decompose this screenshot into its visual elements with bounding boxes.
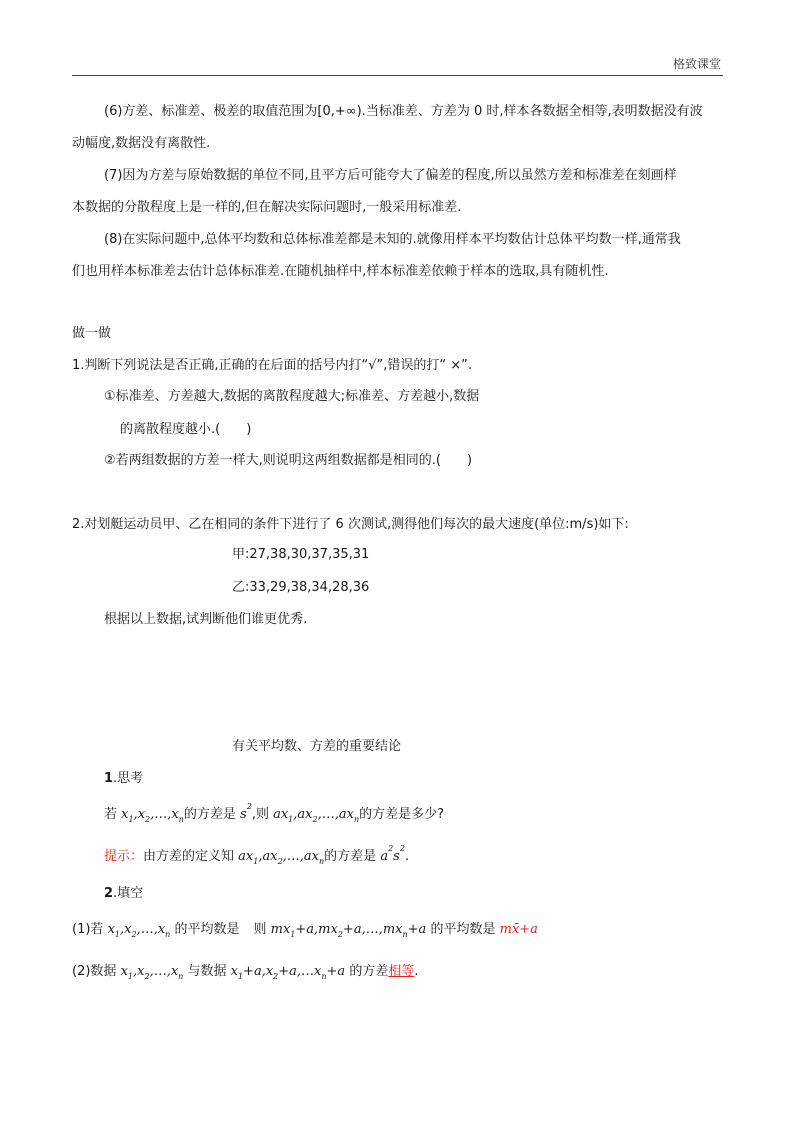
fill-2-period: . xyxy=(414,964,419,979)
hint-label: 提示： xyxy=(104,849,144,864)
formula-x-list-f1: $x_1,x_2,\dots,x_n$ xyxy=(107,922,171,939)
question-1: 1.判断下列说法是否正确,正确的在后面的括号内打“√”,错误的打“ ×”. xyxy=(72,358,473,373)
question-2-ask: 根据以上数据,试判断他们谁更优秀. xyxy=(104,612,308,627)
fill-label: .填空 xyxy=(113,886,144,901)
fill-1-end: 的平均数是 xyxy=(430,922,500,937)
note-7-line2: 本数据的分散程度上是一样的,但在解决实际问题时,一般采用标准差. xyxy=(72,200,462,215)
question-2-yi-data: 乙:33,29,38,34,28,36 xyxy=(232,580,370,595)
question-1-item-1-line2: 的离散程度越小.( ) xyxy=(120,422,252,437)
hint: 提示：由方差的定义知 $ax_1,ax_2,\dots,ax_n$的方差是 $a^2s^2$. xyxy=(104,844,410,866)
note-8-line2: 们也用样本标准差去估计总体标准差.在随机抽样中,样本标准差依赖于样本的选取,具有随机性. xyxy=(72,264,609,279)
fill-1-then: 则 xyxy=(253,922,271,937)
think-question xyxy=(104,802,444,824)
hint-mid: 的方差是 xyxy=(324,849,381,864)
fill-2-prefix: (2)数据 xyxy=(72,964,121,979)
question-2-jia-data: 甲:27,38,30,37,35,31 xyxy=(232,547,370,562)
practice-heading: 做一做 xyxy=(72,326,112,341)
fill-heading xyxy=(104,886,143,902)
formula-a2s2: $a^2s^2$ xyxy=(380,844,405,864)
formula-ax-list-hint: $ax_1,ax_2,\dots,ax_n$ xyxy=(238,849,325,866)
fill-2-end: 的方差 xyxy=(349,964,389,979)
think-q-mid: 的方差是 xyxy=(183,807,241,822)
hint-text: 由方差的定义知 xyxy=(143,849,239,864)
note-6-line2: 动幅度,数据没有离散性. xyxy=(72,136,211,151)
conclusion-title: 有关平均数、方差的重要结论 xyxy=(232,739,402,754)
question-1-item-1-line1: ①标准差、方差越大,数据的离散程度越大;标准差、方差越小,数据 xyxy=(104,389,480,404)
think-number: 1 xyxy=(104,771,114,786)
think-q-prefix: 若 xyxy=(104,807,122,822)
note-8-line1: (8)在实际问题中,总体平均数和总体标准差都是未知的.就像用样本平均数估计总体平均数一样,通常我 xyxy=(104,232,681,247)
fill-item-1 xyxy=(72,922,538,938)
header-rule xyxy=(72,75,723,76)
fill-2-mid: 与数据 xyxy=(187,964,231,979)
question-2: 2.对划艇运动员甲、乙在相同的条件下进行了 6 次测试,测得他们每次的最大速度(单位:m/s)如下: xyxy=(72,517,629,532)
formula-mx-list: $mx_1+a,mx_2+a,\dots,mx_n+a$ xyxy=(270,922,427,939)
fill-1-prefix: (1)若 xyxy=(72,922,108,937)
think-heading xyxy=(104,771,143,787)
formula-x-list-f2: $x_1,x_2,\dots,x_n$ xyxy=(120,964,184,981)
note-6-line1: (6)方差、标准差、极差的取值范围为[0,+∞).当标准差、方差为 0 时,样本各数据全相等,表明数据没有波 xyxy=(104,104,703,119)
note-7-line1: (7)因为方差与原始数据的单位不同,且平方后可能夸大了偏差的程度,所以虽然方差和标准差在刻画样 xyxy=(104,168,677,183)
question-1-item-2: ②若两组数据的方差一样大,则说明这两组数据都是相同的.( ) xyxy=(104,453,473,468)
think-label: .思考 xyxy=(113,771,144,786)
formula-ax-list: $ax_1,ax_2,\dots,ax_n$ xyxy=(273,807,360,824)
fill-1-answer: mx̄+a xyxy=(499,922,538,937)
fill-number: 2 xyxy=(104,886,114,901)
think-q-end: 的方差是多少? xyxy=(359,807,444,822)
fill-item-2 xyxy=(72,964,418,980)
header-title: 格致课堂 xyxy=(672,57,721,71)
formula-x-list: $x_1,x_2,\dots,x_n$ xyxy=(121,807,184,824)
fill-2-answer: 相等 xyxy=(388,964,415,979)
formula-xa-list: $x_1+a,x_2+a,\dots x_n+a$ xyxy=(230,964,346,981)
think-q-then: ,则 xyxy=(251,807,274,822)
formula-s-squared: $s^2$ xyxy=(240,802,252,822)
fill-1-mid: 的平均数是 xyxy=(174,922,240,937)
